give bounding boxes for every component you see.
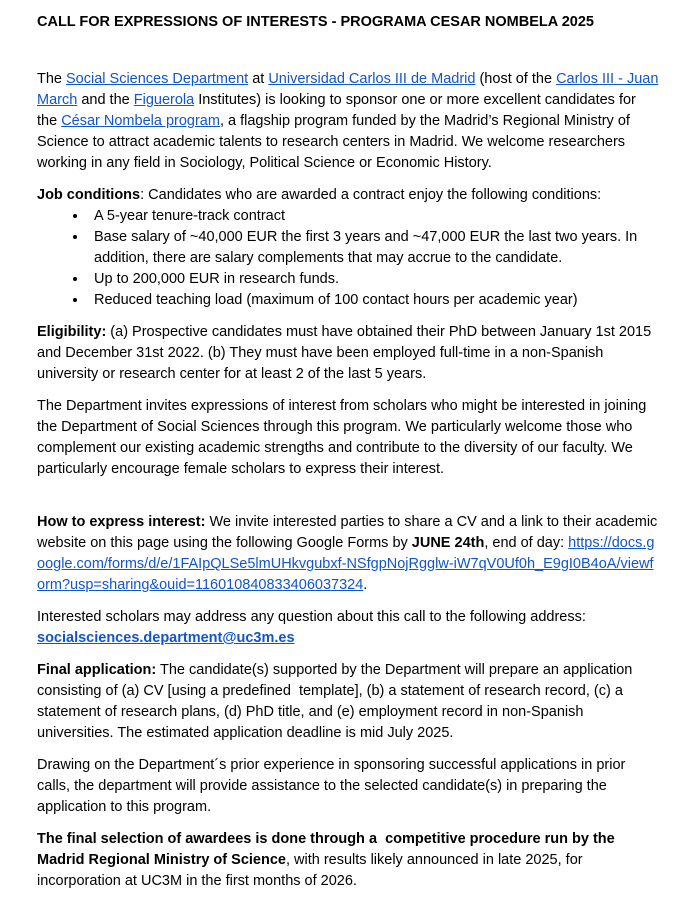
link-universidad-carlos-iii[interactable]: Universidad Carlos III de Madrid [268, 71, 476, 87]
final-application-paragraph [37, 660, 660, 744]
link-figuerola[interactable]: Figuerola [133, 92, 195, 108]
questions-text: Interested scholars may address any question about this call to the following address: [37, 609, 586, 625]
questions-paragraph [37, 607, 660, 649]
final-selection-bold-text: The final selection of awardees is done through a competitive procedure run by the Madrid Regional Ministry of Science [37, 831, 615, 868]
final-selection-text: , with results likely announced in late 2025, for incorporation at UC3M in the first months of 2026. [37, 852, 583, 889]
how-to-text: , end of day: [484, 535, 569, 551]
how-to-label: How to express interest: [37, 514, 206, 530]
intro-text: , a flagship program funded by the Madrid’s Regional Ministry of Science to attract academic talents to research centers in Madrid. We welcome researchers working in any field in Sociology, Political Science or Economic History. [37, 113, 630, 171]
intro-text: and the [77, 92, 134, 108]
job-conditions-text: : Candidates who are awarded a contract enjoy the following conditions: [140, 187, 602, 203]
list-item: • Up to 200,000 EUR in research funds. [88, 269, 660, 290]
department-invites-paragraph: The Department invites expressions of interest from scholars who might be interested in joining the Department of Social Sciences through this program. We particularly welcome those who complement our existing academic strengths and contribute to the diversity of our faculty. We particularly encourage female scholars to express their interest. [37, 398, 647, 477]
eligibility-label: Eligibility: [37, 324, 107, 340]
intro-text: at [248, 71, 269, 87]
how-to-text: . [363, 577, 368, 593]
how-to-text: We invite interested parties to share a CV and a link to their academic website on this page using the following Google Forms by [37, 514, 658, 551]
intro-text: Institutes) is looking to sponsor one or more excellent candidates for the [37, 92, 636, 129]
link-department-email[interactable]: socialsciences.department@uc3m.es [37, 630, 295, 646]
final-application-label: Final application: [37, 662, 157, 678]
list-item: • A 5-year tenure-track contract [88, 206, 660, 227]
list-item: • Base salary of ~40,000 EUR the first 3 years and ~47,000 EUR the last two years. In addition, there are salary complements that may accrue to the candidate. [88, 227, 660, 269]
link-cesar-nombela-program[interactable]: César Nombela program [61, 113, 220, 129]
assistance-paragraph: Drawing on the Department´s prior experience in sponsoring successful applications in prior calls, the department will provide assistance to the selected candidate(s) in preparing the application to this program. [37, 757, 626, 815]
how-to-express-interest-paragraph [37, 512, 660, 596]
eligibility-text: (a) Prospective candidates must have obtained their PhD between January 1st 2015 and December 31st 2022. (b) They must have been employed full-time in a non-Spanish university or research center for at least 2 of the last 5 years. [37, 324, 652, 382]
link-social-sciences-department[interactable]: Social Sciences Department [66, 71, 249, 87]
eligibility-paragraph [37, 322, 660, 385]
list-item: • Reduced teaching load (maximum of 100 contact hours per academic year) [88, 290, 660, 311]
intro-paragraph [37, 69, 660, 174]
link-carlos-iii-juan-march[interactable]: Carlos III - Juan March [37, 71, 659, 108]
job-conditions-list [37, 206, 660, 311]
blank-line [37, 491, 660, 512]
deadline-date: JUNE 24th [411, 535, 485, 551]
intro-text: (host of the [475, 71, 557, 87]
job-conditions-label: Job conditions [37, 187, 141, 203]
intro-text: The [37, 71, 67, 87]
final-selection-paragraph [37, 829, 660, 892]
link-google-form[interactable]: https://docs.google.com/forms/d/e/1FAIpQLSe5lmUHkvgubxf-NSfgpNojRgglw-iW7qV0Uf0h_E9gI0B4oA/viewform?usp=sharing&ouid=116010840833406037324 [37, 535, 655, 593]
document-title: CALL FOR EXPRESSIONS OF INTERESTS - PROGRAMA CESAR NOMBELA 2025 [37, 14, 594, 30]
job-conditions-paragraph [37, 185, 660, 206]
final-application-text: The candidate(s) supported by the Department will prepare an application consisting of (a) CV [using a predefined template], (b) a statement of research record, (c) a statement of research plans, (d) PhD title, and (e) employment record in non-Spanish universities. The estimated application deadline is mid July 2025. [37, 662, 633, 741]
